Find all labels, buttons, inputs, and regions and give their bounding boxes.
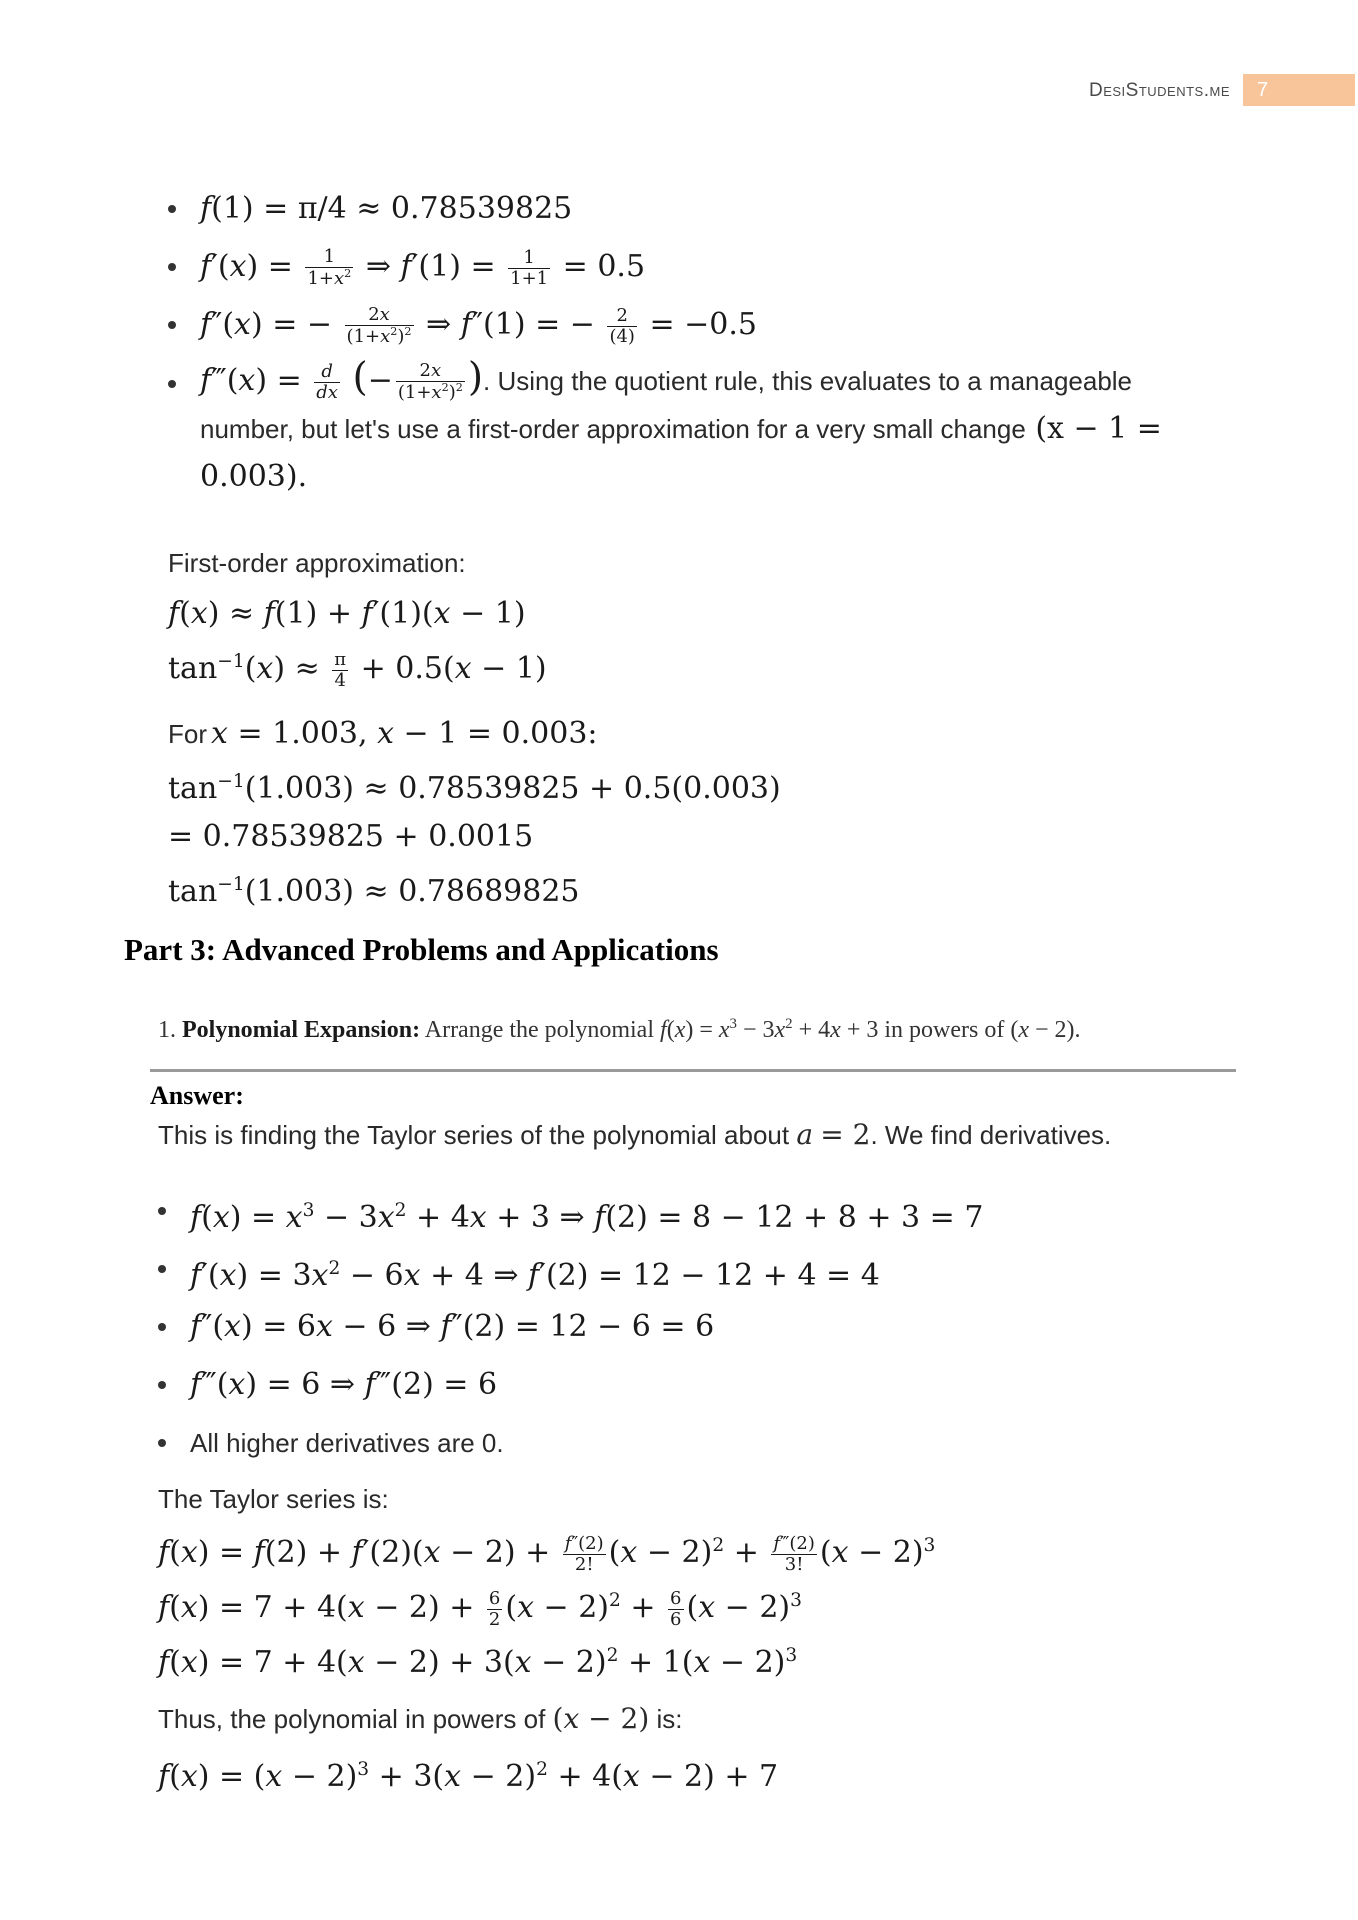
for-label: For (168, 719, 207, 749)
answer-intro: This is finding the Taylor series of the polynomial about a = 2. We find derivatives. (158, 1118, 1112, 1151)
answer-bullet-f-double-prime: f″(x) = 6x − 6 ⇒ f″(2) = 12 − 6 = 6 (158, 1298, 1218, 1356)
problem-number: 1. (158, 1017, 176, 1043)
bullet-f1: f(1) = π/4 ≈ 0.78539825 (168, 180, 1228, 238)
series-block (158, 1522, 935, 1687)
section-divider (150, 1069, 1236, 1072)
bullet-f-double-prime: f″(x) = − $\frac{2x}{(1+x^2)^2}$ ⇒ f″(1) = − $\frac{2}{(4)}$ = −0.5 (168, 296, 1228, 354)
bullet4-text-b: number, but let's use a first-order approximation for a very small change (200, 414, 1026, 444)
approx-line-1: f(x) ≈ f(1) + f′(1)(x − 1) (168, 596, 526, 631)
header-site-name: DesiStudents.me (1088, 80, 1230, 101)
answer-bullet-f-prime: $f'(x) = 3x^2 - 6x + 4$ ⇒ f′(2) = 12 − 12 + 4 = 4 (158, 1240, 1218, 1298)
answer-bullet-f-triple-prime: f‴(x) = 6 ⇒ f‴(2) = 6 (158, 1356, 1218, 1414)
bullet4-math-end: 0.003). (200, 459, 308, 494)
bullet4-text-a: . Using the quotient rule, this evaluates to a manageable (483, 366, 1133, 396)
calc-line-1: $\tan^{-1}(1.003) \approx 0.78539825 + 0.5(0.003)$ (168, 771, 781, 806)
approx-line-2: $\tan^{-1}(x)$ ≈ $\frac{\pi}{4}$ + 0.5(x − 1) (168, 648, 547, 691)
series-line-3: $f(x) = 7 + 4(x - 2) + 3(x - 2)^2 + 1(x - 2)^3$ (158, 1645, 798, 1680)
approx-block (168, 590, 547, 693)
series-heading: The Taylor series is: (158, 1484, 389, 1514)
bullet-f-prime: f′(x) = $\frac{1}{1+x^2}$ ⇒ f′(1) = $\frac{1}{1+1}$ = 0.5 (168, 238, 1228, 296)
page-number: 7 (1243, 74, 1355, 106)
bullet4-math-tail: (x − 1 = (1035, 411, 1162, 446)
answer-label: Answer: (150, 1081, 244, 1110)
derivatives-list (168, 180, 1228, 501)
calc-line-3: $\tan^{-1}(1.003) \approx 0.78689825$ (168, 874, 580, 909)
problem-label: Polynomial Expansion: (182, 1017, 421, 1043)
calc-line-2: = 0.78539825 + 0.0015 (168, 819, 534, 854)
conclusion-heading: Thus, the polynomial in powers of (x − 2) is: (158, 1702, 683, 1735)
series-line-1: f(x) = f(2) + f′(2)(x − 2) + $\frac{f''(2)}{2!}$ $(x - 2)^2$ + $\frac{f‴(2)}{3!}$ $(x - 2)^3$ (158, 1532, 936, 1575)
bullet-f-triple-prime: f‴(x) = $\frac{d}{dx}$ (− $\frac{2x}{(1+x^2)^2}$ ). Using the quotient rule, this evaluates to a manageable number, but let's use a first-order approximation for a very small change (x − 1 = 0.003). (168, 354, 1228, 501)
approx-heading: First-order approximation: (168, 548, 466, 578)
for-math: x = 1.003, x − 1 = 0.003: (211, 716, 598, 751)
conclusion-equation: $f(x) = (x - 2)^3 + 3(x - 2)^2 + 4(x - 2) + 7$ (158, 1759, 779, 1794)
answer-bullet-higher: All higher derivatives are 0. (158, 1414, 1218, 1472)
answer-derivatives-list (158, 1182, 1218, 1472)
for-line (168, 716, 598, 751)
problem-1: 1. Polynomial Expansion: Arrange the polynomial $f(x) = x^3 - 3x^2 + 4x + 3$ in powers of (x − 2). (158, 1016, 1081, 1043)
answer-bullet-f: $f(x) = x^3 - 3x^2 + 4x + 3$ ⇒ f(2) = 8 − 12 + 8 + 3 = 7 (158, 1182, 1218, 1240)
calc-block (168, 758, 781, 916)
part3-title: Part 3: Advanced Problems and Applications (124, 932, 719, 967)
series-line-2: f(x) = 7 + 4(x − 2) + $\frac{6}{2}$ $(x - 2)^2$ + $\frac{6}{6}$ $(x - 2)^3$ (158, 1587, 802, 1630)
